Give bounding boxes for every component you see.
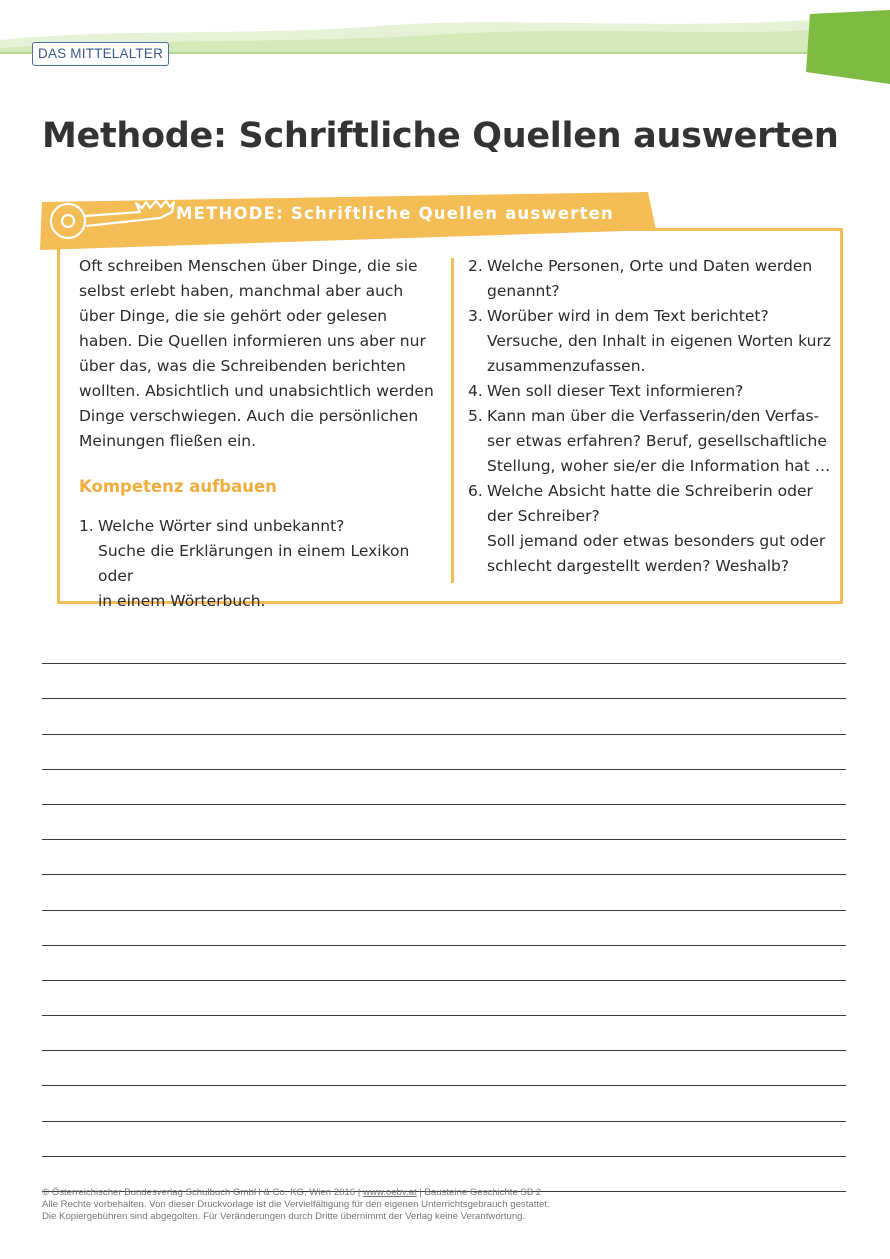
intro-line: wollten. Absichtlich und unabsichtlich werden (79, 382, 434, 400)
question-line: Worüber wird in dem Text berichtet? (487, 307, 769, 325)
chapter-tag: DAS MITTELALTER (32, 42, 169, 66)
footer-book: | Bausteine Geschichte SB 2 (416, 1187, 542, 1198)
question-line: Welche Wörter sind unbekannt? (98, 517, 345, 535)
writing-line (42, 664, 846, 699)
question-line: genannt? (487, 282, 560, 300)
question-list-left (79, 514, 444, 614)
footer-line-2: Alle Rechte vorbehalten. Von dieser Druckvorlage ist die Vervielfältigung für den eigenen Unterrichtsgebrauch gestattet. (42, 1199, 550, 1210)
section-subheading: Kompetenz aufbauen (79, 477, 277, 496)
question-line: der Schreiber? (487, 507, 600, 525)
question-line: zusammenzufassen. (487, 357, 646, 375)
writing-line (42, 946, 846, 981)
question-number: 3. (468, 307, 483, 325)
question-item (468, 404, 833, 479)
writing-line (42, 699, 846, 734)
question-number: 5. (468, 407, 483, 425)
footer (42, 1187, 550, 1223)
writing-line (42, 805, 846, 840)
writing-line (42, 1051, 846, 1086)
column-divider (451, 258, 454, 583)
question-line: schlecht dargestellt werden? Weshalb? (487, 557, 790, 575)
footer-line-3: Die Kopiergebühren sind abgegolten. Für Veränderungen durch Dritte übernimmt der Verlag keine Verantwortung. (42, 1211, 526, 1222)
question-item (468, 304, 833, 379)
writing-lines (42, 629, 846, 1192)
question-item (468, 479, 833, 579)
intro-line: über das, was die Schreibenden berichten (79, 357, 406, 375)
footer-link[interactable]: www.oebv.at (362, 1187, 417, 1198)
question-line: Kann man über die Verfasserin/den Verfas- (487, 407, 820, 425)
writing-line (42, 840, 846, 875)
writing-line (42, 911, 846, 946)
question-number: 4. (468, 382, 483, 400)
question-number: 6. (468, 482, 483, 500)
question-line: Soll jemand oder etwas besonders gut oder (487, 532, 826, 550)
intro-line: über Dinge, die sie gehört oder gelesen (79, 307, 388, 325)
question-item (468, 254, 833, 304)
question-line: Versuche, den Inhalt in eigenen Worten kurz (487, 332, 831, 350)
writing-line (42, 981, 846, 1016)
writing-line (42, 1016, 846, 1051)
writing-line (42, 735, 846, 770)
footer-line-1 (42, 1187, 550, 1199)
question-line: Welche Personen, Orte und Daten werden (487, 257, 813, 275)
writing-line (42, 875, 846, 910)
writing-line (42, 629, 846, 664)
writing-line (42, 770, 846, 805)
intro-line: Oft schreiben Menschen über Dinge, die sie (79, 257, 418, 275)
writing-line (42, 1086, 846, 1121)
question-line: ser etwas erfahren? Beruf, gesellschaftliche (487, 432, 827, 450)
question-number: 2. (468, 257, 483, 275)
intro-line: haben. Die Quellen informieren uns aber nur (79, 332, 426, 350)
page-title: Methode: Schriftliche Quellen auswerten (42, 116, 839, 156)
question-line: Stellung, woher sie/er die Information hat … (487, 457, 831, 475)
question-line: Wen soll dieser Text informieren? (487, 382, 744, 400)
intro-line: Dinge verschwiegen. Auch die persönlichen (79, 407, 419, 425)
writing-line (42, 1122, 846, 1157)
question-item (79, 514, 444, 614)
question-line: in einem Wörterbuch. (98, 592, 266, 610)
question-line: Suche die Erklärungen in einem Lexikon oder (98, 542, 410, 585)
intro-line: Meinungen fließen ein. (79, 432, 257, 450)
question-list-right (468, 254, 833, 579)
intro-line: selbst erlebt haben, manchmal aber auch (79, 282, 404, 300)
question-number: 1. (79, 517, 94, 535)
question-line: Welche Absicht hatte die Schreiberin oder (487, 482, 813, 500)
question-item (468, 379, 833, 404)
intro-text (79, 254, 444, 454)
footer-copyright: © Österreichischer Bundesverlag Schulbuch GmbH & Co. KG, Wien 2016 | (42, 1187, 363, 1198)
method-banner-title: METHODE: Schriftliche Quellen auswerten (176, 204, 614, 223)
